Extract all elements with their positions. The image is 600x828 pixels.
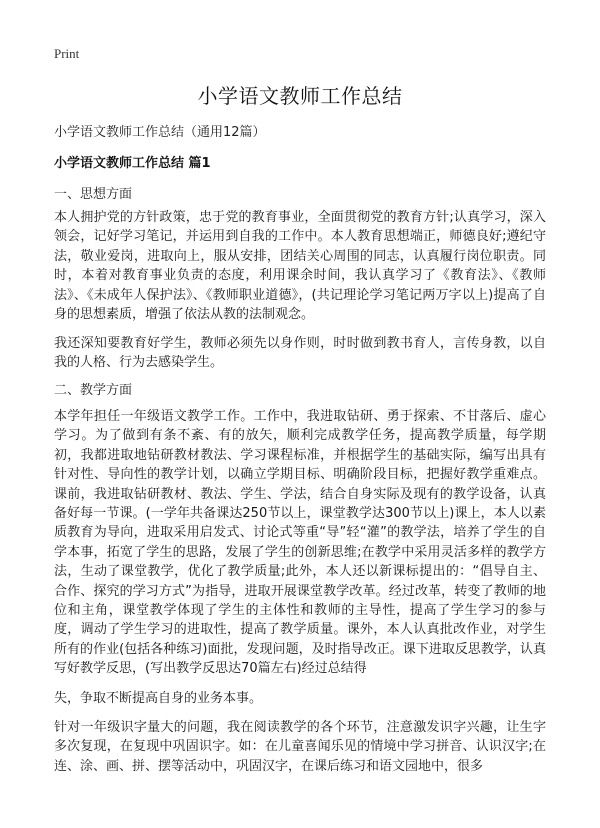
paragraph-literacy: 针对一年级识字量大的问题，我在阅读教学的各个环节，注意激发识字兴趣，让生字多次复现，在复现中巩固识字。如：在儿童喜闻乐见的情境中学习拼音、认识汉字;在连、涂、画、拼、摆等活动中，巩固汉字，在课后练习和语文园地中，很多 [54, 720, 546, 774]
heading-thought: 一、思想方面 [54, 187, 133, 202]
document-subtitle: 小学语文教师工作总结（通用12篇） [54, 125, 266, 140]
page-title: 小学语文教师工作总结 [197, 84, 403, 108]
section-title: 小学语文教师工作总结 篇1 [54, 156, 211, 171]
paragraph-thought: 本人拥护党的方针政策，忠于党的教育事业，全面贯彻党的教育方针;认真学习，深入领会，记好学习笔记，并运用到自我的工作中。本人教育思想端正，师德良好;遵纪守法，敬业爱岗，进取向上，服从安排，团结关心周围的同志，认真履行岗位职责。同时，本着对教育事业负责的态度，利用课余时间，我认真学习了《教育法》、《教师法》、《未成年人保护法》、《教师职业道德》，(共记理论学习笔记两万字以上)提高了自身的思想素质，增强了依法从教的法制观念。 [54, 210, 546, 323]
paragraph-improvement: 失，争取不断提高自身的业务本事。 [54, 691, 263, 706]
paragraph-role-model: 我还深知要教育好学生，教师必须先以身作则，时时做到教书育人，言传身教，以自我的人格、行为去感染学生。 [54, 336, 546, 371]
paragraph-teaching: 本学年担任一年级语文教学工作。工作中，我进取钻研、勇于探索、不甘落后、虚心学习。为了做到有条不紊、有的放矢，顺利完成教学任务，提高教学质量，每学期初，我都进取地钻研教材教法、学习课程标准，并根据学生的基础实际，编写出具有针对性、导向性的教学计划，以确立学期目标、明确阶段目标，把握好教学重难点。课前，我进取钻研教材、教法、学生、学法，结合自身实际及现有的教学设备，认真备好每一节课。(一学年共备课达250节以上，课堂教学达300节以上)课上，本人以素质教育为导向，进取采用启发式、讨论式等重“导”轻“灌”的教学法，培养了学生的自学本事，拓宽了学生的思路，发展了学生的创新思维;在教学中采用灵活多样的教学方法，生动了课堂教学，优化了教学质量;此外，本人还以新课标提出的：“倡导自主、合作、探究的学习方式”为指导，进取开展课堂教学改革。经过改革，转变了教师的地位和主角，课堂教学体现了学生的主体性和教师的主导性，提高了学生学习的参与度，调动了学生学习的进取性，提高了教学质量。课外，本人认真批改作业，对学生所有的作业(包括各种练习)面批，发现问题，及时指导改正。课下进取反思教学，认真写好教学反思，(写出教学反思达70篇左右)经过总结得 [54, 409, 546, 677]
print-label: Print [54, 46, 80, 61]
heading-teaching: 二、教学方面 [54, 383, 133, 398]
